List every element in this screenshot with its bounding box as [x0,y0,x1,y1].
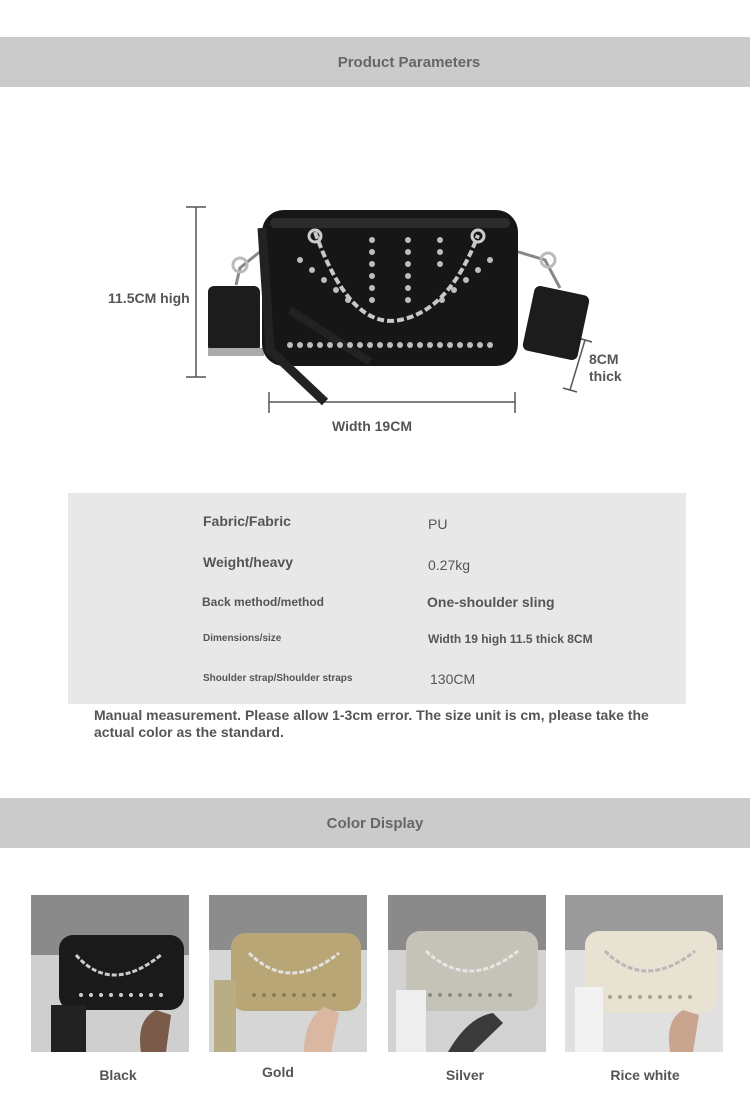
section-title: Product Parameters [337,53,481,71]
color-swatch-black[interactable] [31,895,189,1052]
color-label-rice-white: Rice white [610,1067,680,1083]
color-swatch-silver[interactable] [388,895,546,1052]
param-value: PU [428,516,448,532]
param-value: One-shoulder sling [427,594,555,610]
section-title: Color Display [326,814,424,832]
bag-photo [565,895,723,1052]
color-label-gold: Gold [262,1064,294,1080]
color-label-silver: Silver [445,1067,485,1083]
color-swatch-rice-white[interactable] [565,895,723,1052]
param-key: Shoulder strap/Shoulder straps [203,673,353,684]
param-key: Dimensions/size [203,633,282,644]
color-label-black: Black [99,1067,137,1083]
height-label: 11.5CM high [108,290,190,306]
param-key: Fabric/Fabric [203,513,291,529]
parameters-table [68,493,686,704]
width-label: Width 19CM [332,418,412,434]
param-key: Weight/heavy [203,554,293,570]
measurement-note: Manual measurement. Please allow 1-3cm error. The size unit is cm, please take the actual color as the standard. [94,707,649,740]
bag-photo [209,895,367,1052]
color-swatch-gold[interactable] [209,895,367,1052]
param-key: Back method/method [202,595,325,609]
bag-photo [31,895,189,1052]
param-value: 0.27kg [428,557,471,573]
param-value: 130CM [430,671,476,687]
thickness-label [589,351,622,385]
thickness-word: thick [589,368,622,384]
section-header-product-parameters [0,37,750,87]
thickness-value: 8CM [589,351,619,367]
param-value: Width 19 high 11.5 thick 8CM [428,632,593,646]
bag-photo [388,895,546,1052]
section-header-color-display [0,798,750,848]
product-dimension-diagram [0,100,750,480]
